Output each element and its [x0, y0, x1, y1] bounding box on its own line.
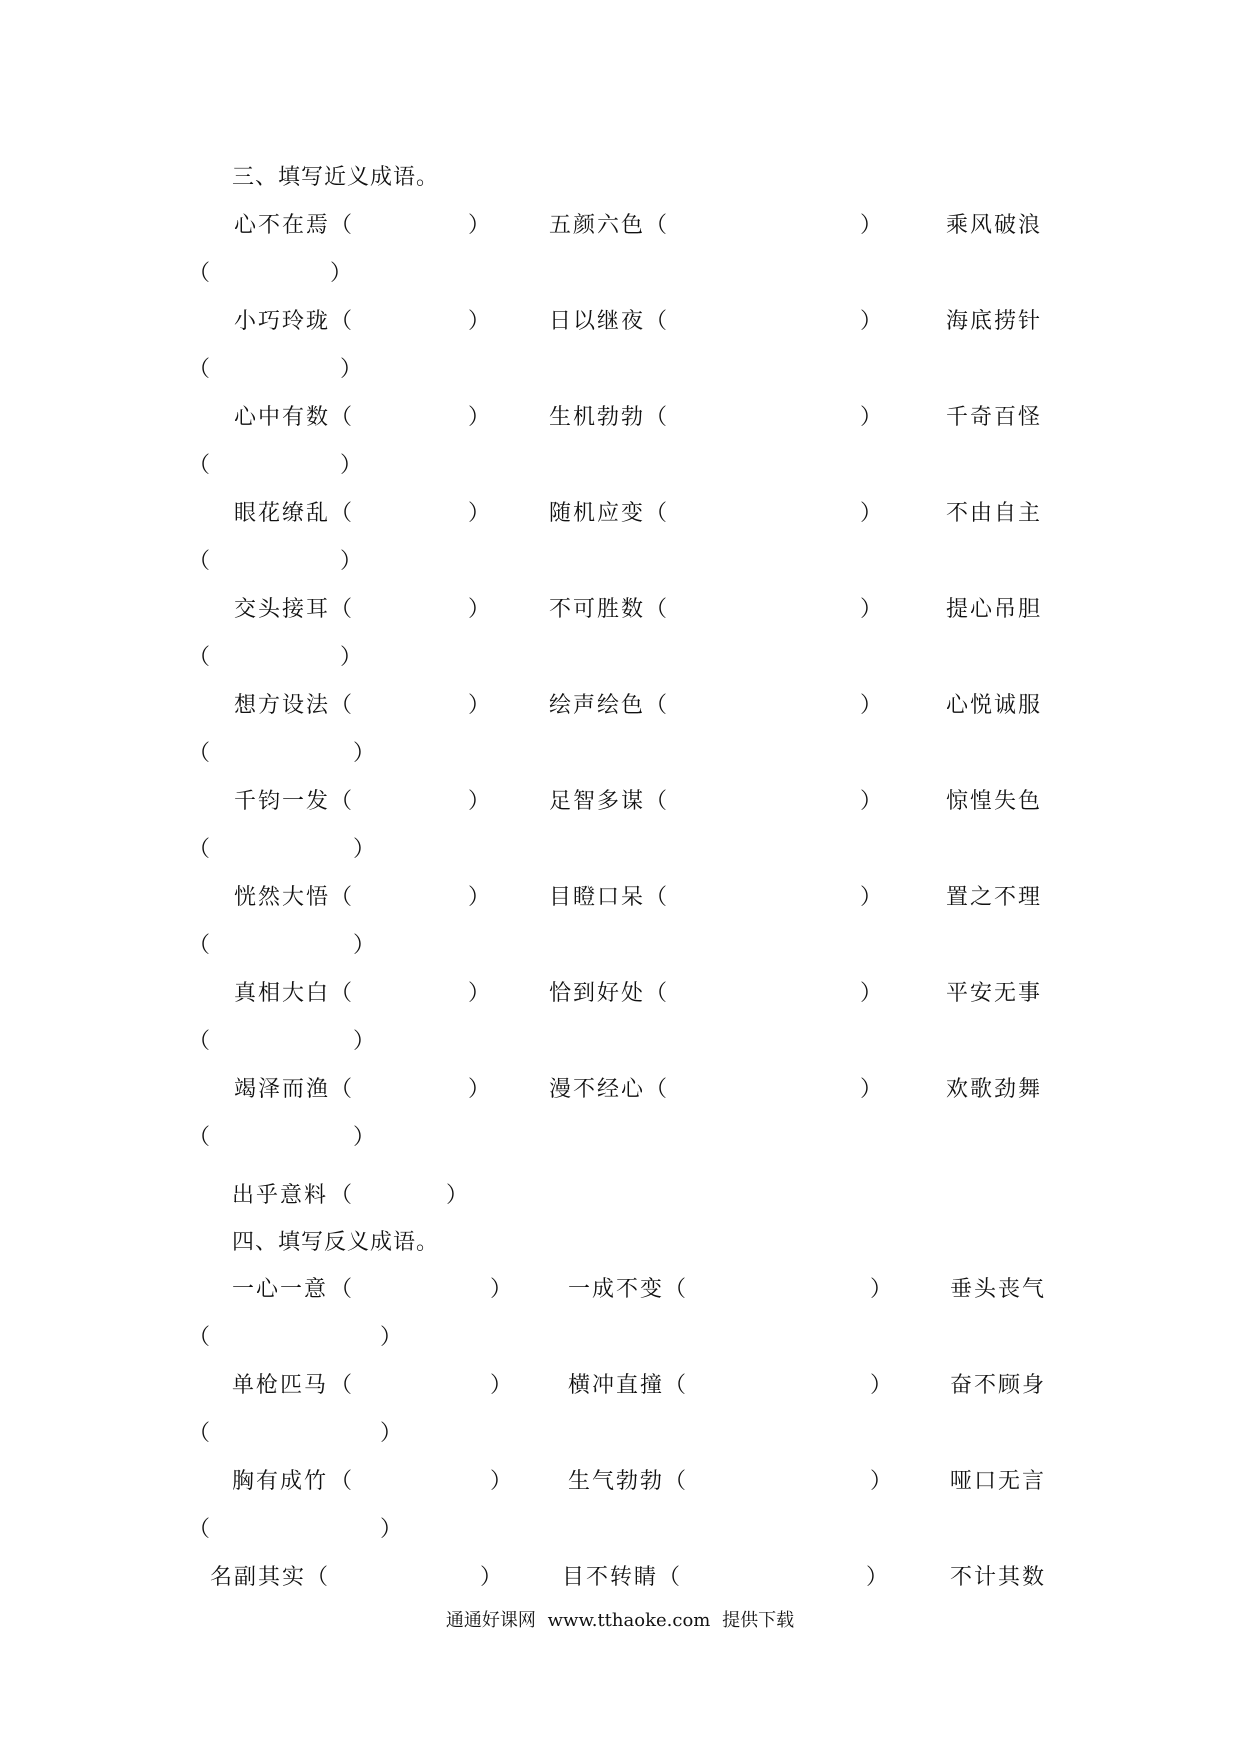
open-bracket: （	[330, 309, 355, 334]
idiom-row	[0, 1560, 1240, 1590]
close-bracket: ）	[340, 645, 365, 670]
open-bracket: （	[645, 501, 670, 526]
close-bracket: ）	[480, 1565, 505, 1590]
close-bracket: ）	[860, 885, 885, 910]
idiom-label: 生气勃勃	[568, 1469, 665, 1494]
close-bracket: ）	[860, 597, 885, 622]
idiom-label: 一心一意	[232, 1277, 329, 1302]
open-bracket: （	[330, 693, 355, 718]
idiom-label: 日以继夜	[549, 309, 646, 334]
open-bracket: （	[306, 1565, 331, 1590]
idiom-label: 绘声绘色	[549, 693, 646, 718]
close-bracket: ）	[468, 981, 493, 1006]
close-bracket: ）	[860, 789, 885, 814]
close-bracket: ）	[860, 309, 885, 334]
idiom-label: 横冲直撞	[568, 1373, 665, 1398]
answer-blank-wrap	[0, 736, 1240, 766]
idiom-label: 真相大白	[234, 981, 331, 1006]
open-bracket: （	[188, 933, 213, 958]
open-bracket: （	[188, 741, 213, 766]
open-bracket: （	[645, 405, 670, 430]
open-bracket: （	[658, 1565, 683, 1590]
open-bracket: （	[330, 1277, 355, 1302]
close-bracket: ）	[490, 1469, 515, 1494]
close-bracket: ）	[468, 885, 493, 910]
idiom-label: 欢歌劲舞	[946, 1077, 1043, 1102]
idiom-row	[0, 208, 1240, 238]
idiom-label: 千奇百怪	[946, 405, 1043, 430]
close-bracket: ）	[860, 213, 885, 238]
open-bracket: （	[188, 453, 213, 478]
open-bracket: （	[645, 885, 670, 910]
close-bracket: ）	[860, 501, 885, 526]
open-bracket: （	[188, 549, 213, 574]
close-bracket: ）	[380, 1517, 405, 1542]
idiom-label: 胸有成竹	[232, 1469, 329, 1494]
answer-blank-wrap	[0, 1512, 1240, 1542]
idiom-row	[0, 1072, 1240, 1102]
open-bracket: （	[664, 1469, 689, 1494]
idiom-row	[0, 1464, 1240, 1494]
answer-blank-wrap	[0, 352, 1240, 382]
open-bracket: （	[188, 1029, 213, 1054]
idiom-row	[0, 1368, 1240, 1398]
idiom-label: 出乎意料	[232, 1183, 329, 1208]
answer-blank-wrap	[0, 1120, 1240, 1150]
idiom-row	[0, 784, 1240, 814]
open-bracket: （	[645, 309, 670, 334]
open-bracket: （	[330, 597, 355, 622]
idiom-label: 想方设法	[234, 693, 331, 718]
close-bracket: ）	[860, 981, 885, 1006]
answer-blank-wrap	[0, 544, 1240, 574]
footer	[0, 1606, 1240, 1632]
close-bracket: ）	[353, 741, 378, 766]
idiom-label: 小巧玲珑	[234, 309, 331, 334]
idiom-label: 乘风破浪	[946, 213, 1043, 238]
open-bracket: （	[188, 1517, 213, 1542]
close-bracket: ）	[380, 1421, 405, 1446]
idiom-label: 恍然大悟	[234, 885, 331, 910]
close-bracket: ）	[468, 309, 493, 334]
close-bracket: ）	[870, 1469, 895, 1494]
idiom-label: 不由自主	[946, 501, 1043, 526]
open-bracket: （	[330, 1373, 355, 1398]
close-bracket: ）	[340, 453, 365, 478]
open-bracket: （	[188, 357, 213, 382]
idiom-label: 心不在焉	[234, 213, 331, 238]
open-bracket: （	[664, 1373, 689, 1398]
open-bracket: （	[330, 405, 355, 430]
close-bracket: ）	[468, 789, 493, 814]
close-bracket: ）	[353, 1029, 378, 1054]
idiom-label: 足智多谋	[549, 789, 646, 814]
close-bracket: ）	[860, 405, 885, 430]
idiom-label: 竭泽而渔	[234, 1077, 331, 1102]
close-bracket: ）	[870, 1373, 895, 1398]
open-bracket: （	[188, 1421, 213, 1446]
idiom-row	[0, 400, 1240, 430]
section3-last-item	[0, 1178, 1240, 1208]
close-bracket: ）	[340, 357, 365, 382]
idiom-label: 平安无事	[946, 981, 1043, 1006]
close-bracket: ）	[353, 837, 378, 862]
close-bracket: ）	[870, 1277, 895, 1302]
idiom-label: 目不转睛	[562, 1565, 659, 1590]
idiom-label: 心悦诚服	[946, 693, 1043, 718]
open-bracket: （	[330, 213, 355, 238]
idiom-label: 心中有数	[234, 405, 331, 430]
open-bracket: （	[330, 1183, 355, 1208]
open-bracket: （	[330, 1077, 355, 1102]
close-bracket: ）	[468, 501, 493, 526]
answer-blank-wrap	[0, 928, 1240, 958]
answer-blank-wrap	[0, 640, 1240, 670]
idiom-label: 一成不变	[568, 1277, 665, 1302]
close-bracket: ）	[353, 933, 378, 958]
answer-blank-wrap	[0, 1320, 1240, 1350]
close-bracket: ）	[490, 1373, 515, 1398]
answer-blank-wrap	[0, 832, 1240, 862]
open-bracket: （	[330, 885, 355, 910]
idiom-label: 惊惶失色	[946, 789, 1043, 814]
answer-blank-wrap	[0, 1416, 1240, 1446]
idiom-label: 奋不顾身	[950, 1373, 1047, 1398]
close-bracket: ）	[468, 693, 493, 718]
open-bracket: （	[188, 1125, 213, 1150]
open-bracket: （	[330, 789, 355, 814]
close-bracket: ）	[340, 549, 365, 574]
idiom-label: 恰到好处	[549, 981, 646, 1006]
open-bracket: （	[645, 1077, 670, 1102]
idiom-label: 海底捞针	[946, 309, 1043, 334]
open-bracket: （	[188, 1325, 213, 1350]
section3-title: 三、填写近义成语。	[232, 165, 440, 190]
idiom-label: 交头接耳	[234, 597, 331, 622]
open-bracket: （	[645, 789, 670, 814]
open-bracket: （	[330, 501, 355, 526]
open-bracket: （	[188, 261, 213, 286]
open-bracket: （	[188, 645, 213, 670]
answer-blank-wrap	[0, 448, 1240, 478]
idiom-label: 不计其数	[950, 1565, 1047, 1590]
close-bracket: ）	[446, 1183, 471, 1208]
open-bracket: （	[645, 693, 670, 718]
close-bracket: ）	[860, 1077, 885, 1102]
idiom-row	[0, 304, 1240, 334]
idiom-label: 置之不理	[946, 885, 1043, 910]
close-bracket: ）	[490, 1277, 515, 1302]
idiom-row	[0, 1272, 1240, 1302]
idiom-label: 不可胜数	[549, 597, 646, 622]
close-bracket: ）	[468, 1077, 493, 1102]
footer-suffix: 提供下载	[722, 1610, 795, 1631]
idiom-label: 漫不经心	[549, 1077, 646, 1102]
open-bracket: （	[645, 213, 670, 238]
idiom-row	[0, 880, 1240, 910]
close-bracket: ）	[866, 1565, 891, 1590]
open-bracket: （	[664, 1277, 689, 1302]
idiom-label: 提心吊胆	[946, 597, 1043, 622]
idiom-label: 千钧一发	[234, 789, 331, 814]
close-bracket: ）	[353, 1125, 378, 1150]
idiom-label: 目瞪口呆	[549, 885, 646, 910]
open-bracket: （	[330, 981, 355, 1006]
close-bracket: ）	[468, 405, 493, 430]
idiom-label: 随机应变	[549, 501, 646, 526]
idiom-label: 哑口无言	[950, 1469, 1047, 1494]
idiom-row	[0, 688, 1240, 718]
answer-blank-wrap	[0, 1024, 1240, 1054]
idiom-label: 名副其实	[210, 1565, 307, 1590]
close-bracket: ）	[860, 693, 885, 718]
idiom-label: 五颜六色	[549, 213, 646, 238]
open-bracket: （	[645, 981, 670, 1006]
footer-url: www.tthaoke.com	[547, 1610, 711, 1631]
idiom-label: 垂头丧气	[950, 1277, 1047, 1302]
open-bracket: （	[330, 1469, 355, 1494]
close-bracket: ）	[330, 261, 355, 286]
open-bracket: （	[188, 837, 213, 862]
footer-site-name: 通通好课网	[445, 1610, 536, 1631]
idiom-label: 眼花缭乱	[234, 501, 331, 526]
idiom-row	[0, 976, 1240, 1006]
idiom-label: 单枪匹马	[232, 1373, 329, 1398]
close-bracket: ）	[380, 1325, 405, 1350]
answer-blank-wrap	[0, 256, 1240, 286]
idiom-label: 生机勃勃	[549, 405, 646, 430]
open-bracket: （	[645, 597, 670, 622]
idiom-row	[0, 496, 1240, 526]
close-bracket: ）	[468, 213, 493, 238]
idiom-row	[0, 592, 1240, 622]
close-bracket: ）	[468, 597, 493, 622]
section4-title: 四、填写反义成语。	[232, 1230, 440, 1255]
